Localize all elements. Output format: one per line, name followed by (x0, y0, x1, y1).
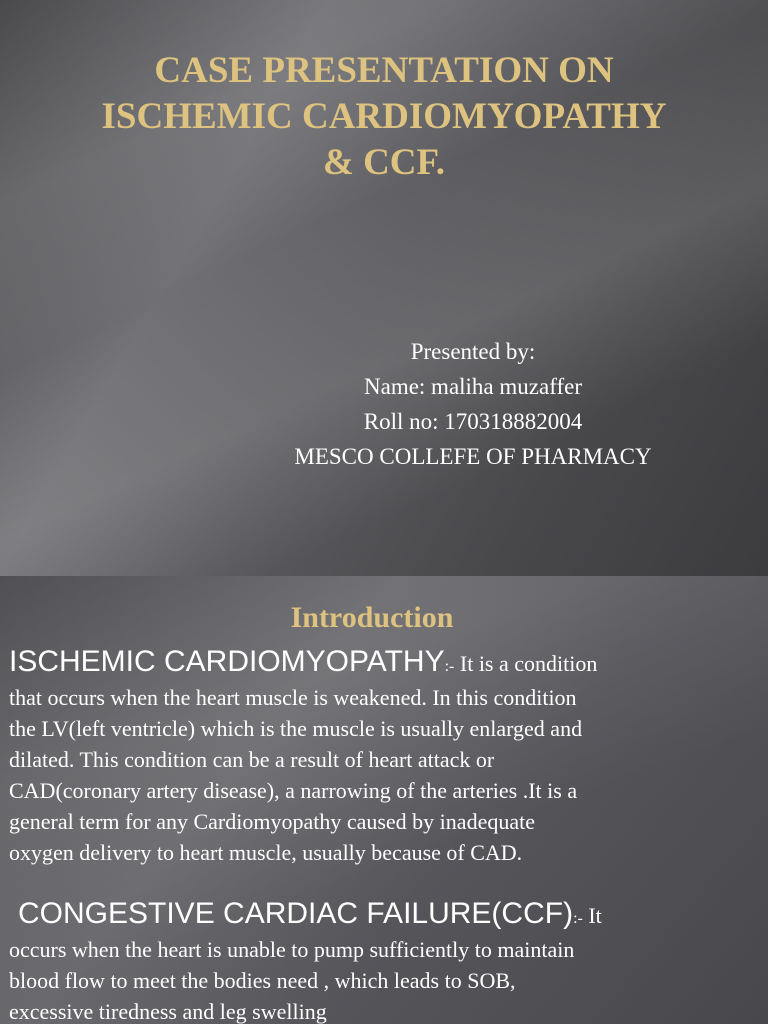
title-line-1: CASE PRESENTATION ON (154, 50, 614, 91)
ccf-paragraph (9, 898, 761, 1024)
ccf-term: CONGESTIVE CARDIAC FAILURE(CCF) (18, 897, 574, 930)
presenter-info (200, 334, 746, 474)
paragraph-line: general term for any Cardiomyopathy caused by inadequate (9, 809, 535, 834)
paragraph-line: dilated. This condition can be a result of heart attack or (9, 747, 495, 772)
paragraph-line (9, 646, 761, 682)
title-line-3: & CCF. (323, 142, 445, 183)
slide-title (20, 48, 748, 186)
term-separator: :- (444, 658, 455, 675)
introduction-slide (0, 576, 768, 1024)
title-line-2: ISCHEMIC CARDIOMYOPATHY (101, 96, 667, 137)
college-name: MESCO COLLEFE OF PHARMACY (294, 444, 652, 469)
paragraph-text: It is a condition (454, 651, 598, 676)
paragraph-line: that occurs when the heart muscle is weakened. In this condition (9, 685, 577, 710)
introduction-heading: Introduction (290, 601, 454, 634)
ischemic-cardiomyopathy-paragraph (9, 646, 761, 868)
paragraph-text: It (582, 903, 602, 928)
roll-number: Roll no: 170318882004 (363, 409, 583, 434)
paragraph-line: the LV(left ventricle) which is the muscle is usually enlarged and (9, 716, 583, 741)
presented-by-label: Presented by: (410, 339, 536, 364)
paragraph-line: CAD(coronary artery disease), a narrowing of the arteries .It is a (9, 778, 578, 803)
term-separator: :- (573, 910, 583, 927)
paragraph-line: occurs when the heart is unable to pump sufficiently to maintain (9, 937, 575, 962)
paragraph-line (9, 898, 761, 934)
presenter-name: Name: maliha muzaffer (364, 374, 582, 399)
paragraph-line: oxygen delivery to heart muscle, usually because of CAD. (9, 840, 523, 865)
paragraph-line: blood flow to meet the bodies need , which leads to SOB, (9, 968, 516, 993)
ischemic-cardiomyopathy-term: ISCHEMIC CARDIOMYOPATHY (9, 645, 445, 678)
paragraph-line: excessive tiredness and leg swelling (9, 999, 327, 1024)
